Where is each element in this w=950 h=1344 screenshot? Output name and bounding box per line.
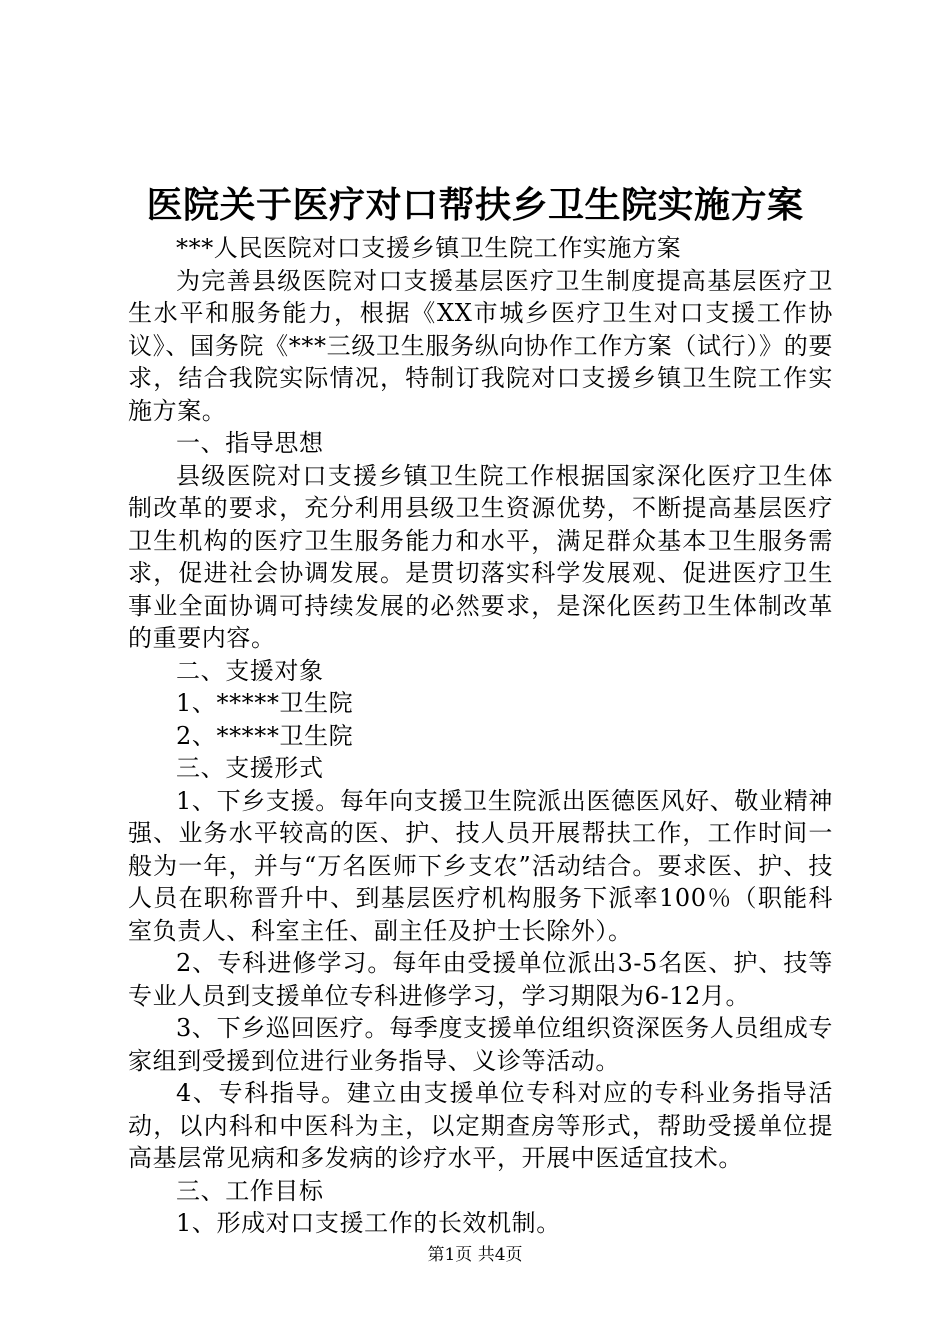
list-item: 1、形成对口支援工作的长效机制。	[176, 1209, 561, 1237]
section-heading: 三、工作目标	[176, 1176, 324, 1205]
list-item: 2、*****卫生院	[176, 721, 354, 750]
section-heading: 二、支援对象	[176, 656, 324, 685]
page-number-footer: 第1页 共4页	[427, 1245, 523, 1265]
body-paragraph: 3、下乡巡回医疗。每季度支援单位组织资深医务人员组成专家组到受援到位进行业务指导、义诊等活动。	[128, 1014, 833, 1075]
document-body	[128, 232, 833, 1240]
list-item: 1、*****卫生院	[176, 689, 354, 717]
document-title: 医院关于医疗对口帮扶乡卫生院实施方案	[146, 185, 804, 226]
body-paragraph: 4、专科指导。建立由支援单位专科对应的专科业务指导活动，以内科和中医科为主，以定期查房等形式，帮助受援单位提高基层常见病和多发病的诊疗水平，开展中医适宜技术。	[128, 1079, 833, 1172]
section-heading: 一、指导思想	[176, 429, 324, 457]
body-paragraph: 2、专科进修学习。每年由受援单位派出3-5名医、护、技等专业人员到支援单位专科进修学习，学习期限为6-12月。	[128, 949, 833, 1010]
body-paragraph: 1、下乡支援。每年向支援卫生院派出医德医风好、敬业精神强、业务水平较高的医、护、技人员开展帮扶工作，工作时间一般为一年，并与“万名医师下乡支农”活动结合。要求医、护、技人员在职称晋升中、到基层医疗机构服务下派率100％（职能科室负责人、科室主任、副主任及护士长除外）。	[128, 786, 833, 945]
subtitle-paragraph: ***人民医院对口支援乡镇卫生院工作实施方案	[176, 234, 682, 262]
intro-paragraph: 为完善县级医院对口支援基层医疗卫生制度提高基层医疗卫生水平和服务能力，根据《XX市城乡医疗卫生对口支援工作协议》、国务院《***三级卫生服务纵向协作工作方案（试行）》的要求，结合我院实际情况，特制订我院对口支援乡镇卫生院工作实施方案。	[128, 266, 833, 425]
body-paragraph: 县级医院对口支援乡镇卫生院工作根据国家深化医疗卫生体制改革的要求，充分利用县级卫生资源优势，不断提高基层医疗卫生机构的医疗卫生服务能力和水平，满足群众基本卫生服务需求，促进社会协调发展。是贯切落实科学发展观、促进医疗卫生事业全面协调可持续发展的必然要求，是深化医药卫生体制改革的重要内容。	[128, 461, 833, 652]
section-heading: 三、支援形式	[176, 754, 324, 782]
